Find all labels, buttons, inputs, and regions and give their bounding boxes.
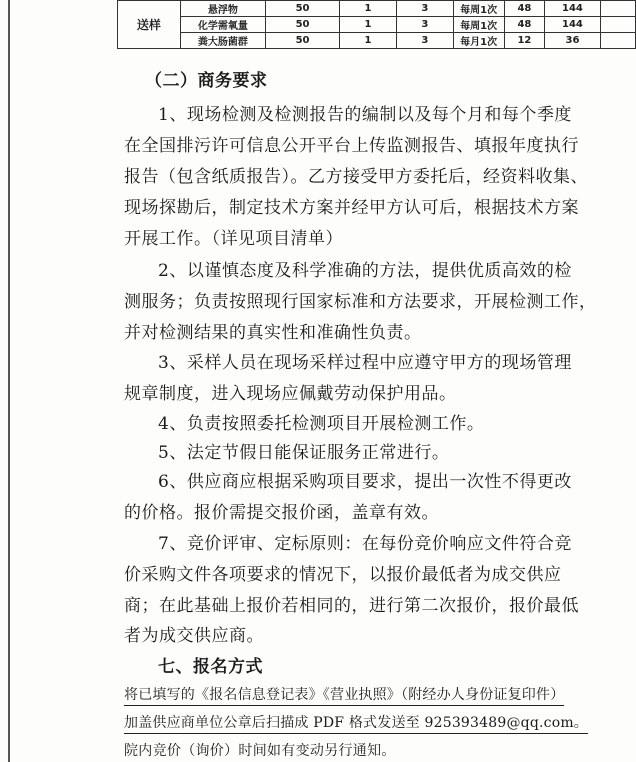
paragraph-line: 并对检测结果的真实性和准确性负责。 [124,323,422,343]
frequency-cell: 每周1次 [453,1,504,17]
paragraph-line: 5、法定节假日能保证服务正常进行。 [158,443,450,463]
value-cell: 144 [545,1,600,17]
value-cell: 36 [545,33,600,49]
paragraph-line: 价采购文件各项要求的情况下，以报价最低者为成交供应 [124,565,562,585]
paragraph-line: 1、现场检测及检测报告的编制以及每个月和每个季度 [158,105,572,125]
paragraph-line: 商；在此基础上报价若相同的，进行第二次报价，报价最低 [124,596,579,616]
paragraph-line: 6、供应商应根据采购项目要求，提出一次性不得更改 [158,472,572,492]
paragraph-line: 的价格。报价需提交报价函，盖章有效。 [124,503,439,523]
value-cell: 3 [396,17,453,33]
value-cell: 1 [340,17,397,33]
paragraph-line: 7、竞价评审、定标原则：在每份竞价响应文件符合竞 [158,534,572,554]
value-cell: 3 [396,1,453,17]
sampling-table [117,0,636,49]
value-cell: 1 [340,33,397,49]
value-cell: 48 [504,17,545,33]
item-cell: 悬浮物 [180,1,265,17]
value-cell: 1 [340,1,397,17]
page-edge-line [8,0,10,762]
empty-cell [600,1,635,17]
value-cell: 50 [265,17,339,33]
value-cell: 3 [396,33,453,49]
paragraph-line: 规章制度，进入现场应佩戴劳动保护用品。 [124,384,457,404]
empty-cell [600,17,635,33]
table-row [118,1,636,17]
registration-email-line: 加盖供应商单位公章后扫描成 PDF 格式发送至 925393489@qq.com。 [124,712,588,734]
paragraph-line: 开展工作。（详见项目清单） [124,229,343,249]
registration-note-line: 院内竞价（询价）时间如有变动另行通知。 [124,743,396,759]
value-cell: 12 [504,33,545,49]
paragraph-line: 在全国排污许可信息公开平台上传监测报告、填报年度执行 [124,136,579,156]
value-cell: 144 [545,17,600,33]
paragraph-line: 测服务；负责按照现行国家标准和方法要求，开展检测工作， [124,292,597,312]
frequency-cell: 每周1次 [453,17,504,33]
paragraph-line: 2、以谨慎态度及科学准确的方法，提供优质高效的检 [158,261,572,281]
registration-instruction-line: 将已填写的《报名信息登记表》《营业执照》（附经办人身份证复印件） [124,684,564,706]
empty-cell [600,33,635,49]
paragraph-line: 者为成交供应商。 [124,626,264,646]
value-cell: 50 [265,1,339,17]
paragraph-line: 3、采样人员在现场采样过程中应遵守甲方的现场管理 [158,353,572,373]
value-cell: 48 [504,1,545,17]
paragraph-line: 报告（包含纸质报告）。乙方接受甲方委托后，经资料收集、 [124,167,588,187]
paragraph-line: 4、负责按照委托检测项目开展检测工作。 [158,414,485,434]
frequency-cell: 每月1次 [453,33,504,49]
item-cell: 粪大肠菌群 [180,33,265,49]
value-cell: 50 [265,33,339,49]
item-cell: 化学需氧量 [180,17,265,33]
table-row [118,17,636,33]
group-cell: 送样 [118,1,181,49]
table-row [118,33,636,49]
paragraph-line: 现场探勘后，制定技术方案并经甲方认可后，根据技术方案 [124,198,579,218]
section2-heading: （二）商务要求 [145,71,268,91]
section7-heading: 七、报名方式 [158,657,263,677]
